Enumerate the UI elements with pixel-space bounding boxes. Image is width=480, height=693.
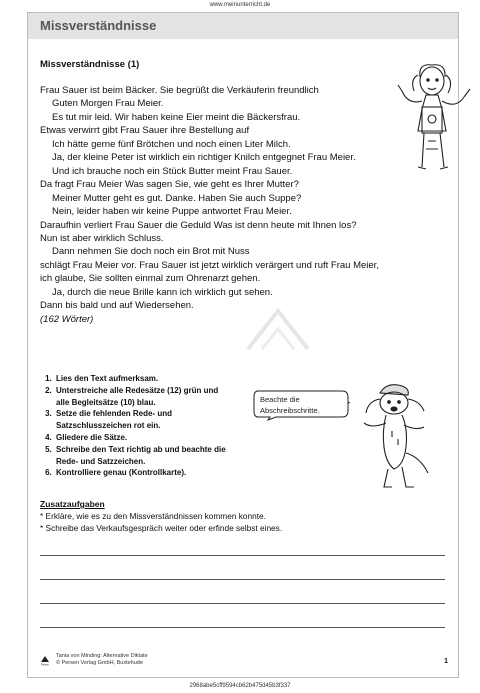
- story-line: Meiner Mutter geht es gut. Danke. Haben Sie auch Suppe?: [52, 192, 302, 204]
- story-line: Dann bis bald und auf Wiedersehen.: [40, 300, 194, 312]
- footer-book: Tania von Minding: Alternative Diktate: [56, 653, 148, 659]
- task-item: 4. Gliedere die Sätze.: [54, 432, 230, 444]
- footer-copyright: © Persen Verlag GmbH, Buxtehude: [56, 660, 143, 666]
- story-line: ich glaube, Sie sollten einmal zum Ohrenarzt gehen.: [40, 273, 261, 285]
- story-line: Ja, der kleine Peter ist wirklich ein richtiger Knilch entgegnet Frau Meier.: [52, 152, 356, 164]
- page-number: 1: [444, 658, 448, 665]
- task-item: 3. Setze die fehlenden Rede- und Satzschlusszeichen rot ein.: [54, 408, 230, 432]
- story-line: Ich hätte gerne fünf Brötchen und noch einen Liter Milch.: [52, 138, 291, 150]
- additional-tasks: [40, 498, 440, 534]
- task-item: 2. Unterstreiche alle Redesätze (12) grün und alle Begleitsätze (10) blau.: [54, 385, 230, 409]
- additional-task-item: * Schreibe das Verkaufsgespräch weiter oder erfinde selbst eines.: [40, 523, 283, 533]
- story-line: Daraufhin verliert Frau Sauer die Geduld Was ist denn heute mit Ihnen los?: [40, 219, 357, 231]
- task-list: [40, 373, 230, 479]
- story-line: Da fragt Frau Meier Was sagen Sie, wie geht es Ihrer Mutter?: [40, 179, 299, 191]
- story-line: Dann nehmen Sie doch noch ein Brot mit Nuss: [52, 246, 250, 258]
- story-line: Es tut mir leid. Wir haben keine Eier meint die Bäckersfrau.: [52, 111, 301, 123]
- story-line: Guten Morgen Frau Meier.: [52, 98, 164, 110]
- story-line: Etwas verwirrt gibt Frau Sauer ihre Bestellung auf: [40, 125, 250, 137]
- task-item: 6. Kontrolliere genau (Kontrollkarte).: [54, 467, 230, 479]
- worksheet-subtitle: Missverständnisse (1): [40, 59, 140, 70]
- writing-line: [40, 627, 445, 628]
- header-band: [28, 13, 458, 39]
- dog-illustration: [358, 383, 436, 491]
- watermark-logo: [238, 305, 318, 357]
- speech-bubble-text: Beachte die Abschreibschritte.: [260, 395, 320, 415]
- story-line: Frau Sauer ist beim Bäcker. Sie begrüßt die Verkäuferin freundlich: [40, 85, 319, 96]
- story-line: schlägt Frau Meier vor. Frau Sauer ist jetzt wirklich verärgert und ruft Frau Meier,: [40, 259, 379, 271]
- story-line: Nun ist aber wirklich Schluss.: [40, 232, 164, 244]
- story-line: Und ich brauche noch ein Stück Butter meint Frau Sauer.: [52, 165, 293, 177]
- additional-task-item: * Erkläre, wie es zu den Missverständnissen kommen konnte.: [40, 511, 266, 521]
- header-title: Missverständnisse: [40, 18, 157, 33]
- svg-text:Persen: Persen: [41, 663, 49, 666]
- additional-tasks-heading: Zusatzaufgaben: [40, 499, 105, 509]
- worksheet-page: [27, 12, 459, 678]
- story-line: Nein, leider haben wir keine Puppe antwortet Frau Meier.: [52, 206, 292, 218]
- writing-line: [40, 603, 445, 604]
- task-item: 1. Lies den Text aufmerksam.: [54, 373, 230, 385]
- image-code: 2968abe5cff9594cb62b475d45b3f337: [189, 683, 291, 689]
- story-line: Ja, durch die neue Brille kann ich wirklich gut sehen.: [52, 286, 273, 298]
- writing-line: [40, 555, 445, 556]
- source-url: www.meinunterricht.de: [209, 2, 271, 8]
- word-count: (162 Wörter): [40, 313, 94, 325]
- task-item: 5. Schreibe den Text richtig ab und beachte die Rede- und Satzzeichen.: [54, 444, 230, 468]
- story-text: [40, 84, 400, 326]
- publisher-logo: [40, 654, 50, 666]
- girl-illustration: [388, 61, 478, 183]
- writing-line: [40, 579, 445, 580]
